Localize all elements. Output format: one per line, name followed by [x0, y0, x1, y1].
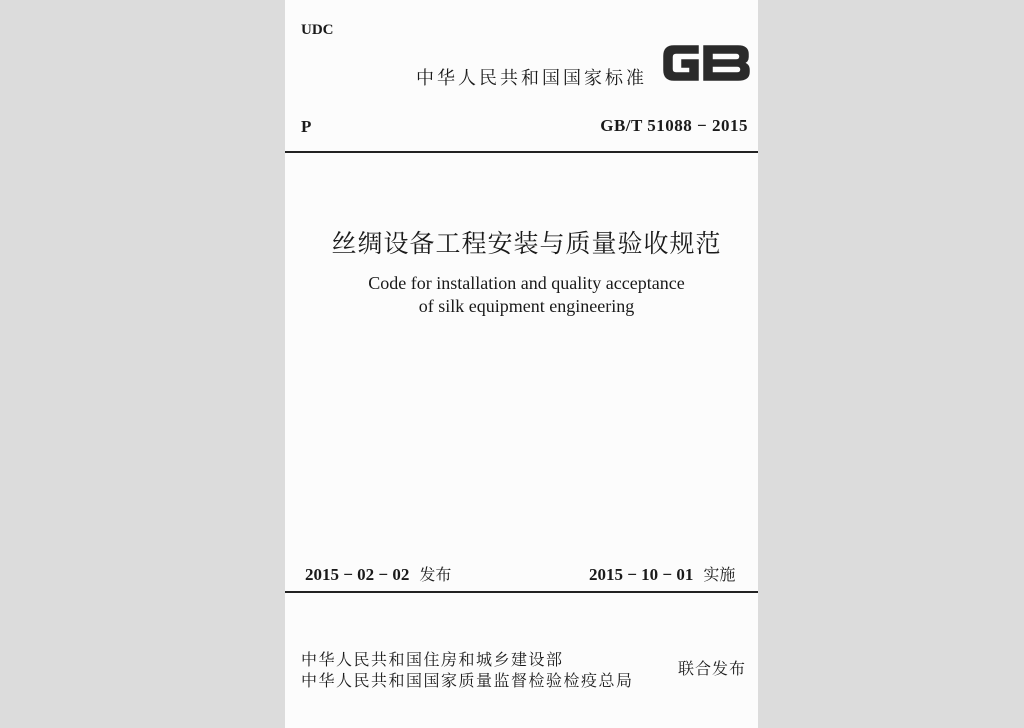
issuer-line2: 中华人民共和国国家质量监督检验检疫总局: [301, 671, 634, 690]
issue-date-block: [305, 562, 451, 585]
joint-issue-label: 联合发布: [678, 659, 747, 678]
standard-number: GB/T 51088 − 2015: [600, 116, 748, 135]
classification-code: P: [301, 117, 312, 136]
issuer-line1: 中华人民共和国住房和城乡建设部: [301, 650, 564, 669]
gb-logo: [658, 38, 754, 88]
effective-date: 2015 − 10 − 01: [589, 565, 694, 584]
udc-label: UDC: [301, 22, 334, 38]
issue-label: 发布: [419, 565, 452, 584]
top-divider: [285, 151, 758, 153]
title-english-line1: Code for installation and quality acceptance: [368, 273, 685, 293]
title-english-line2: of silk equipment engineering: [418, 296, 635, 316]
effective-date-block: [589, 562, 735, 585]
bottom-divider: [285, 591, 758, 593]
national-standard-heading: 中华人民共和国国家标准: [416, 68, 647, 89]
effective-label: 实施: [703, 565, 736, 584]
title-chinese: 丝绸设备工程安装与质量验收规范: [331, 229, 722, 258]
issue-date: 2015 − 02 − 02: [305, 565, 410, 584]
standard-cover-page: [285, 0, 758, 728]
